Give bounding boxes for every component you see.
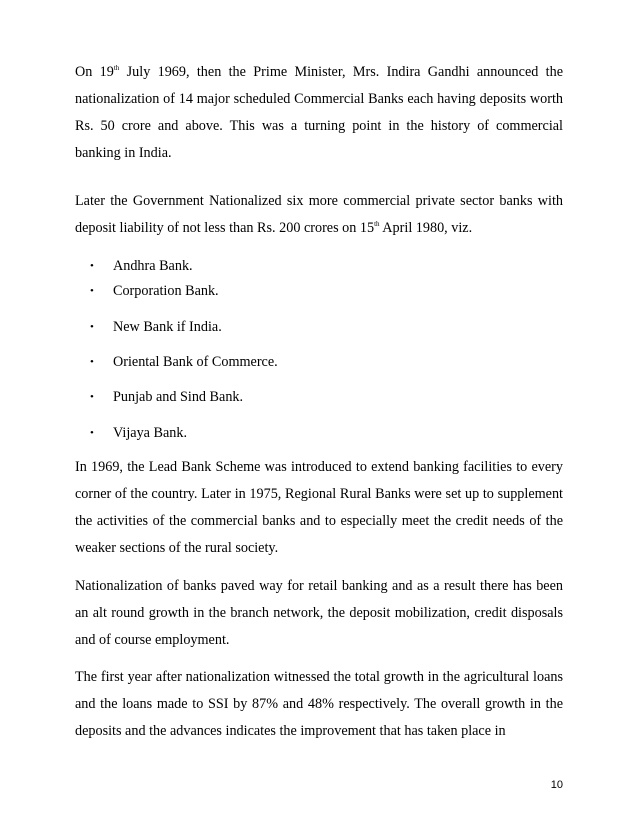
paragraph-lead-bank-scheme: In 1969, the Lead Bank Scheme was introduced to extend banking facilities to every corner of the country. Later in 1975, Regional Rural Banks were set up to supplement the activities of the commercial banks and to especially meet the credit needs of the weaker sections of the rural society.	[75, 459, 563, 556]
list-item-text: New Bank if India.	[113, 319, 222, 335]
paragraph-text: April 1980, viz.	[379, 220, 473, 236]
bullet-icon: •	[90, 285, 94, 297]
list-item-text: Oriental Bank of Commerce.	[113, 354, 278, 370]
paragraph-text: On 19	[75, 64, 114, 80]
list-item	[90, 256, 193, 276]
list-item-text: Andhra Bank.	[113, 258, 193, 274]
paragraph-text: Later the Government Nationalized six more commercial private sector banks with deposit liability of not less than Rs. 200 crores on 15	[75, 193, 563, 236]
list-item	[90, 352, 278, 372]
superscript-ordinal: th	[374, 220, 380, 228]
list-item	[90, 387, 243, 407]
paragraph-text: July 1969, then the Prime Minister, Mrs. Indira Gandhi announced the nationalization of 14 major scheduled Commercial Banks each having deposits worth Rs. 50 crore and above. This was a turning point in the history of commercial banking in India.	[75, 64, 563, 161]
list-item-text: Vijaya Bank.	[113, 425, 188, 441]
bullet-icon: •	[90, 356, 94, 368]
list-item	[90, 317, 222, 337]
list-item	[90, 423, 187, 443]
list-item-text: Punjab and Sind Bank.	[113, 389, 244, 405]
paragraph-growth: The first year after nationalization witnessed the total growth in the agricultural loans and the loans made to SSI by 87% and 48% respectively. The overall growth in the deposits and the advances indicates the improvement that has taken place in	[75, 669, 563, 739]
paragraph-nationalization-1969	[75, 59, 563, 167]
paragraph-nationalization-1980	[75, 188, 563, 242]
list-item	[90, 281, 219, 301]
page-number: 10	[550, 779, 563, 791]
bullet-icon: •	[90, 260, 94, 272]
superscript-ordinal: th	[113, 64, 120, 72]
bullet-icon: •	[90, 427, 94, 439]
list-item-text: Corporation Bank.	[113, 283, 219, 299]
paragraph-retail-banking: Nationalization of banks paved way for retail banking and as a result there has been an alt round growth in the branch network, the deposit mobilization, credit disposals and of course employment.	[75, 578, 563, 648]
bullet-icon: •	[90, 391, 94, 403]
bullet-icon: •	[90, 321, 94, 333]
